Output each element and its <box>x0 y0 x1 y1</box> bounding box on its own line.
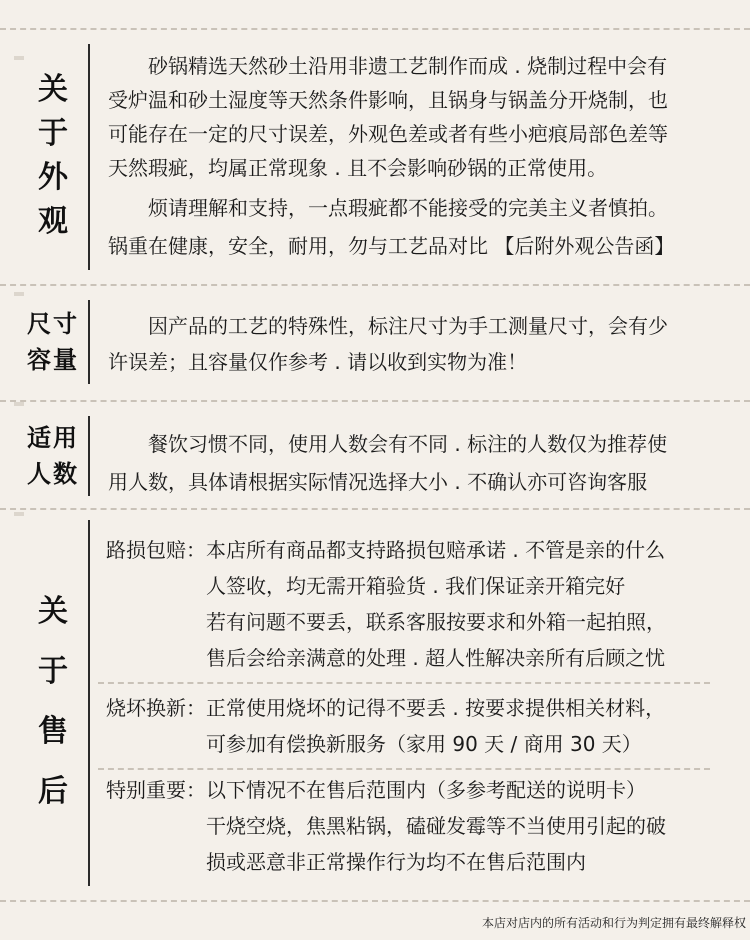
aftersale-item-line: 人签收，均无需开箱验货 . 我们保证亲开箱完好 <box>206 574 626 598</box>
aftersale-item-line: 正常使用烧坏的记得不要丢 . 按要求提供相关材料， <box>206 696 666 720</box>
aftersale-divider <box>98 768 710 770</box>
label-char: 关 <box>38 72 68 107</box>
label-char: 于 <box>38 116 68 151</box>
aftersale-item-line: 可参加有偿换新服务（家用 90 天 / 商用 30 天） <box>206 732 642 756</box>
label-char: 观 <box>38 204 68 239</box>
label-char: 于 <box>38 654 68 689</box>
aftersale-item-line: 损或恶意非正常操作行为均不在售后范围内 <box>206 850 586 874</box>
people-line-1: 餐饮习惯不同，使用人数会有不同 . 标注的人数仅为推荐使 <box>148 432 668 456</box>
appearance-line-2: 受炉温和砂土湿度等天然条件影响，且锅身与锅盖分开烧制，也 <box>108 88 668 112</box>
label-char: 外 <box>38 160 68 195</box>
appearance-line-1: 砂锅精选天然砂土沿用非遗工艺制作而成 . 烧制过程中会有 <box>148 54 668 78</box>
appearance-line-6: 锅重在健康，安全，耐用，勿与工艺品对比 【后附外观公告函】 <box>108 234 675 258</box>
decor-tick <box>14 512 24 516</box>
section-rule-aftersale <box>88 520 90 886</box>
divider-2 <box>0 400 750 402</box>
divider-bottom <box>0 900 750 902</box>
section-label-appearance <box>30 68 76 244</box>
appearance-line-3: 可能存在一定的尺寸误差，外观色差或者有些小疤痕局部色差等 <box>108 122 668 146</box>
aftersale-item-title: 路损包赔： <box>106 538 206 562</box>
label-char: 售 <box>38 714 68 749</box>
divider-top <box>0 28 750 30</box>
aftersale-item-line: 干烧空烧，焦黑粘锅，磕碰发霉等不当使用引起的破 <box>206 814 666 838</box>
aftersale-item-line: 若有问题不要丢，联系客服按要求和外箱一起拍照， <box>206 610 666 634</box>
aftersale-item-title: 烧坏换新： <box>106 696 206 720</box>
appearance-line-4: 天然瑕疵，均属正常现象 . 且不会影响砂锅的正常使用。 <box>108 156 608 180</box>
divider-1 <box>0 284 750 286</box>
people-line-2: 用人数，具体请根据实际情况选择大小 . 不确认亦可咨询客服 <box>108 470 648 494</box>
section-label-people <box>16 420 90 492</box>
label-line: 容量 <box>27 346 79 374</box>
aftersale-divider <box>98 682 710 684</box>
aftersale-item-line: 以下情况不在售后范围内（多参考配送的说明卡） <box>206 778 646 802</box>
label-char: 关 <box>38 594 68 629</box>
appearance-line-5: 烦请理解和支持，一点瑕疵都不能接受的完美主义者慎拍。 <box>148 196 668 220</box>
label-line: 适用 <box>27 424 79 452</box>
section-label-size <box>16 306 90 378</box>
footer-disclaimer: 本店对店内的所有活动和行为判定拥有最终解释权 <box>481 916 746 930</box>
aftersale-item-title: 特别重要： <box>106 778 206 802</box>
divider-3 <box>0 508 750 510</box>
decor-tick <box>14 402 24 406</box>
label-line: 尺寸 <box>27 310 79 338</box>
decor-tick <box>14 292 24 296</box>
decor-tick <box>14 56 24 60</box>
size-line-2: 许误差；且容量仅作参考 . 请以收到实物为准！ <box>108 350 528 374</box>
section-label-aftersale <box>30 582 76 822</box>
aftersale-item-line: 本店所有商品都支持路损包赔承诺 . 不管是亲的什么 <box>206 538 666 562</box>
label-line: 人数 <box>27 460 79 488</box>
aftersale-item-line: 售后会给亲满意的处理 . 超人性解决亲所有后顾之忧 <box>206 646 666 670</box>
size-line-1: 因产品的工艺的特殊性，标注尺寸为手工测量尺寸，会有少 <box>148 314 668 338</box>
label-char: 后 <box>38 774 68 809</box>
section-rule-appearance <box>88 44 90 270</box>
